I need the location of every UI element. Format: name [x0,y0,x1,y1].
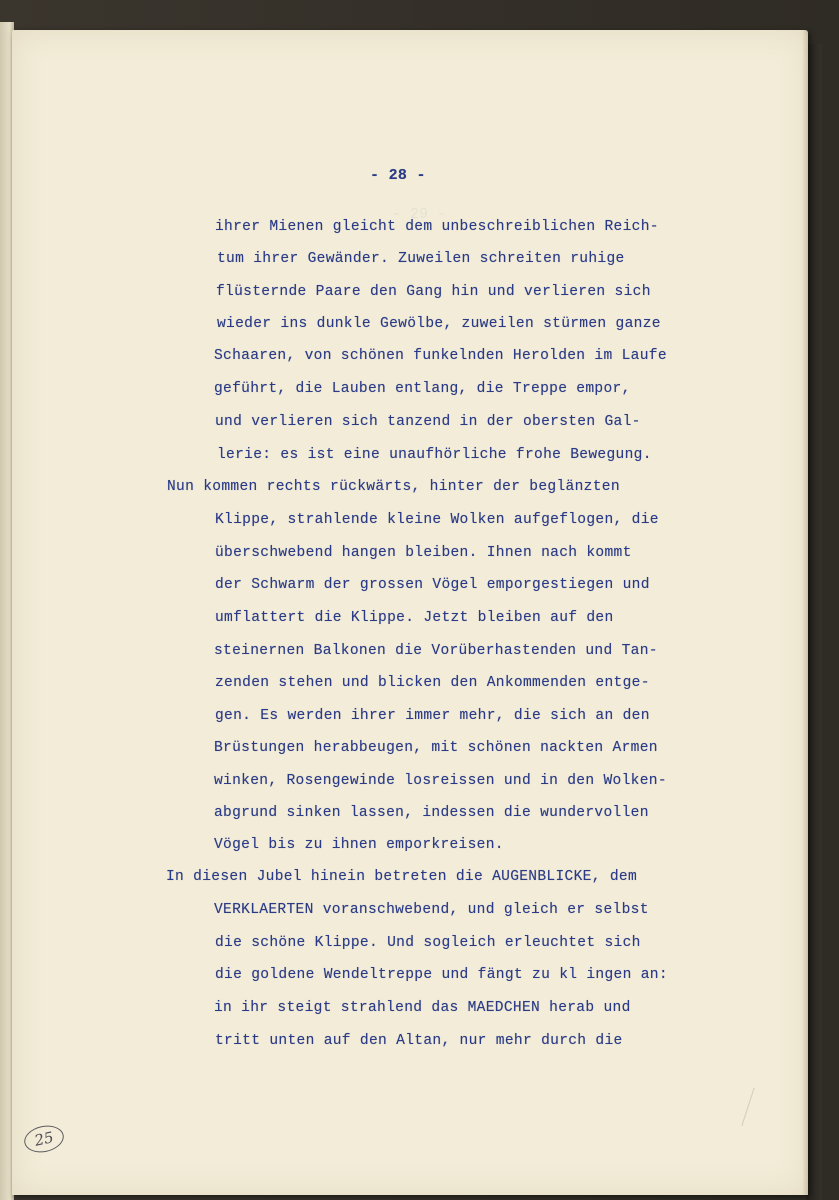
text-line: VERKLAERTEN voranschwebend, und gleich er selbst [214,902,649,918]
paper-mark [741,1088,773,1133]
page-number: - 28 - [370,167,426,184]
binding-edge [806,44,822,1200]
text-line: der Schwarm der grossen Vögel emporgestiegen und [215,577,650,593]
text-line: zenden stehen und blicken den Ankommenden entge- [215,675,650,691]
text-line: abgrund sinken lassen, indessen die wundervollen [214,805,649,821]
typewritten-page [12,30,808,1195]
text-line: Vögel bis zu ihnen emporkreisen. [214,837,504,853]
text-line: die schöne Klippe. Und sogleich erleuchtet sich [215,935,641,951]
paragraph-start-line: In diesen Jubel hinein betreten die AUGENBLICKE, dem [166,869,637,885]
text-line: wieder ins dunkle Gewölbe, zuweilen stürmen ganze [217,316,661,332]
text-line: die goldene Wendeltreppe und fängt zu kl ingen an: [215,967,668,983]
text-line: umflattert die Klippe. Jetzt bleiben auf den [215,610,614,626]
bleed-through: - 29 - [392,206,447,223]
text-line: gen. Es werden ihrer immer mehr, die sich an den [215,708,650,724]
text-line: überschwebend hangen bleiben. Ihnen nach kommt [215,545,632,561]
text-line: Brüstungen herabbeugen, mit schönen nackten Armen [214,740,658,756]
text-line: in ihr steigt strahlend das MAEDCHEN herab und [214,1000,631,1016]
text-line: Schaaren, von schönen funkelnden Herolden im Laufe [214,348,667,364]
text-line: winken, Rosengewinde losreissen und in den Wolken- [214,773,667,789]
paragraph-start-line: Nun kommen rechts rückwärts, hinter der beglänzten [167,479,620,495]
archive-number-stamp: 25 [22,1122,67,1156]
text-line: geführt, die Lauben entlang, die Treppe empor, [214,381,631,397]
text-line: tum ihrer Gewänder. Zuweilen schreiten ruhige [217,251,625,267]
text-line: lerie: es ist eine unaufhörliche frohe Bewegung. [217,447,652,463]
text-line: flüsternde Paare den Gang hin und verlieren sich [216,284,651,300]
text-line: steinernen Balkonen die Vorüberhastenden und Tan- [214,643,658,659]
text-line: tritt unten auf den Altan, nur mehr durch die [215,1033,623,1049]
text-line: und verlieren sich tanzend in der obersten Gal- [215,414,641,430]
text-line: ihrer Mienen gleicht dem unbeschreiblichen Reich- [215,219,659,235]
text-line: Klippe, strahlende kleine Wolken aufgeflogen, die [215,512,659,528]
